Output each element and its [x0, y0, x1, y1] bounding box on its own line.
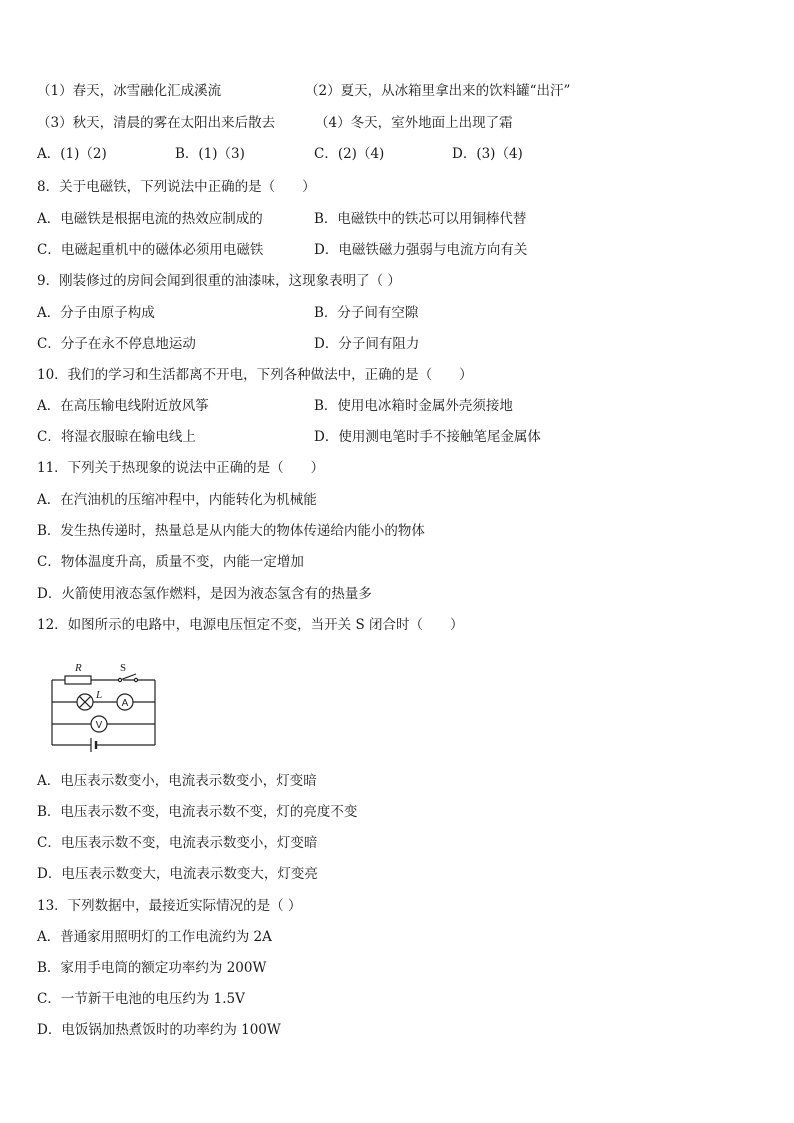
- q13-option-a: A．普通家用照明灯的工作电流约为 2A: [37, 929, 272, 945]
- voltmeter-symbol: [91, 716, 107, 732]
- q7-item-4: （4）冬天，室外地面上出现了霜: [315, 115, 513, 131]
- q8-option-b: B．电磁铁中的铁芯可以用铜棒代替: [314, 211, 527, 227]
- q7-option-b: B．(1)（3): [175, 146, 245, 162]
- q7-item-2: （2）夏天，从冰箱里拿出来的饮料罐“出汗”: [305, 83, 571, 99]
- switch-label: S: [120, 662, 127, 674]
- q7-option-d: D．(3)（4): [452, 146, 523, 162]
- resistor-label: R: [75, 662, 82, 674]
- q10-option-c: C．将湿衣服晾在输电线上: [37, 429, 196, 445]
- q12-stem: 12．如图所示的电路中，电源电压恒定不变，当开关 S 闭合时（ ）: [37, 617, 464, 633]
- q10-option-b: B．使用电冰箱时金属外壳须接地: [314, 398, 513, 414]
- q7-item-1: （1）春天，冰雪融化汇成溪流: [37, 83, 222, 99]
- q11-option-c: C．物体温度升高，质量不变，内能一定增加: [37, 554, 304, 570]
- q7-item-3: （3）秋天，清晨的雾在太阳出来后散去: [37, 115, 276, 131]
- q11-option-a: A．在汽油机的压缩冲程中，内能转化为机械能: [37, 492, 317, 508]
- voltmeter-label: V: [95, 720, 103, 731]
- circuit-diagram: [40, 660, 160, 752]
- q11-stem: 11．下列关于热现象的说法中正确的是（ ）: [37, 460, 325, 476]
- q13-option-d: D．电饭锅加热煮饭时的功率约为 100W: [37, 1022, 281, 1038]
- q8-stem: 8．关于电磁铁，下列说法中正确的是（ ）: [37, 179, 316, 195]
- q9-option-d: D．分子间有阻力: [314, 336, 420, 352]
- ammeter-symbol: [117, 694, 133, 710]
- lamp-label: L: [96, 689, 103, 701]
- q8-option-d: D．电磁铁磁力强弱与电流方向有关: [314, 242, 528, 258]
- q9-option-c: C．分子在永不停息地运动: [37, 336, 196, 352]
- q10-option-d: D．使用测电笔时手不接触笔尾金属体: [314, 429, 541, 445]
- q13-option-c: C．一节新干电池的电压约为 1.5V: [37, 991, 245, 1007]
- q13-stem: 13．下列数据中，最接近实际情况的是（ ）: [37, 898, 302, 914]
- q12-option-b: B．电压表示数不变，电流表示数不变，灯的亮度不变: [37, 804, 358, 820]
- lamp-symbol: [77, 694, 93, 710]
- ammeter-label: A: [121, 698, 129, 709]
- battery-symbol: [91, 738, 96, 752]
- q8-option-a: A．电磁铁是根据电流的热效应制成的: [37, 211, 263, 227]
- q12-option-c: C．电压表示数不变，电流表示数变小，灯变暗: [37, 835, 318, 851]
- q9-option-b: B．分子间有空隙: [314, 305, 419, 321]
- q12-option-a: A．电压表示数变小，电流表示数变小，灯变暗: [37, 773, 317, 789]
- q9-option-a: A．分子由原子构成: [37, 305, 155, 321]
- q9-stem: 9．刚装修过的房间会闻到很重的油漆味，这现象表明了（ ）: [37, 273, 401, 289]
- q7-option-a: A．(1)（2): [37, 146, 107, 162]
- q10-option-a: A．在高压输电线附近放风筝: [37, 398, 209, 414]
- q11-option-b: B．发生热传递时，热量总是从内能大的物体传递给内能小的物体: [37, 523, 425, 539]
- q7-option-c: C．(2)（4): [314, 146, 385, 162]
- q8-option-c: C．电磁起重机中的磁体必须用电磁铁: [37, 242, 264, 258]
- q12-option-d: D．电压表示数变大，电流表示数变大，灯变亮: [37, 866, 318, 882]
- q10-stem: 10．我们的学习和生活都离不开电，下列各种做法中，正确的是（ ）: [37, 367, 473, 383]
- q11-option-d: D．火箭使用液态氢作燃料，是因为液态氢含有的热量多: [37, 586, 372, 602]
- resistor-symbol: [65, 676, 91, 684]
- q13-option-b: B．家用手电筒的额定功率约为 200W: [37, 960, 267, 976]
